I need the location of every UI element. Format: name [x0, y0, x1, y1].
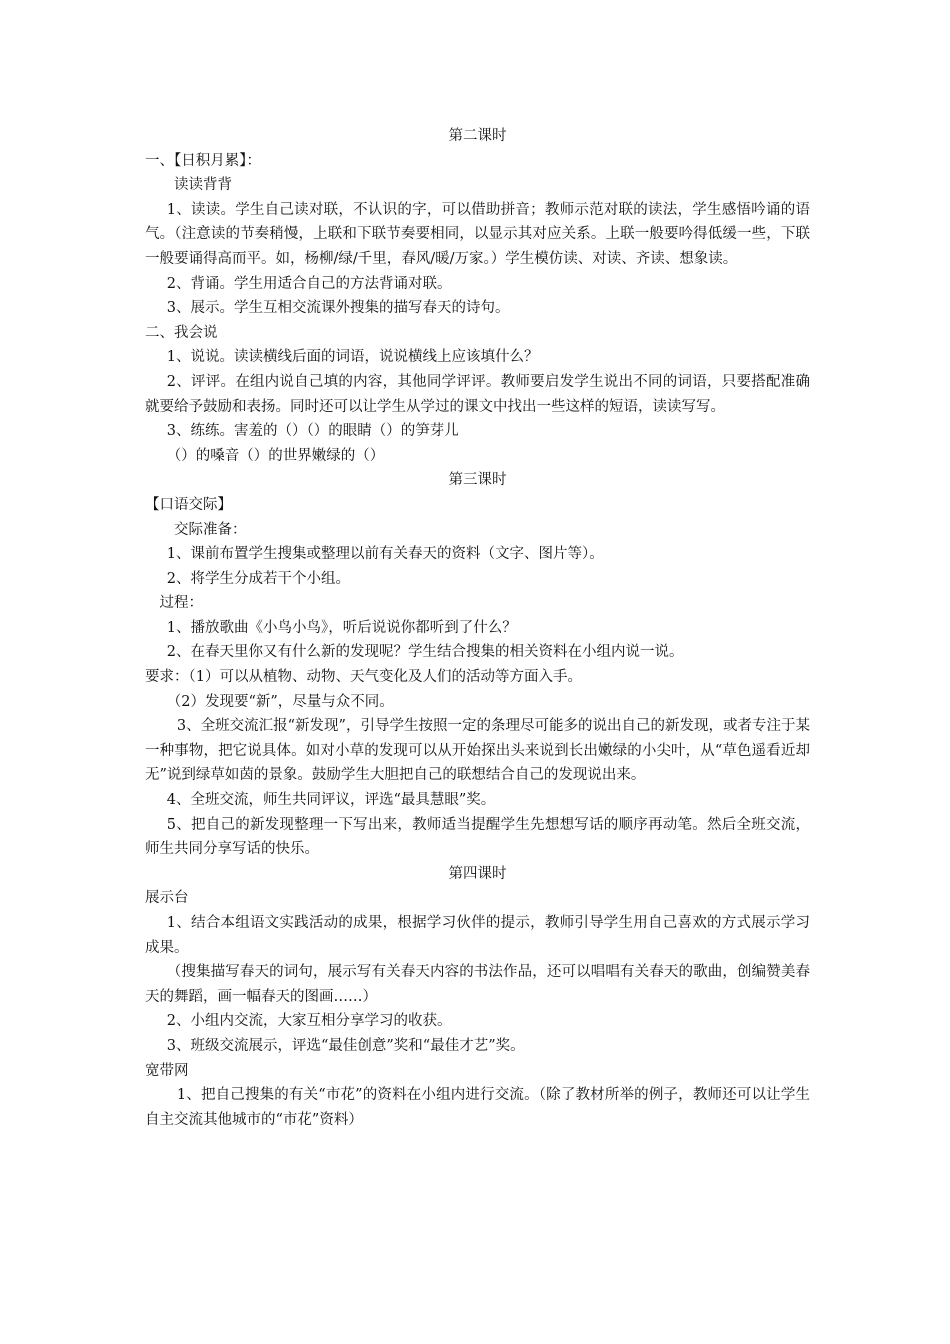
paragraph: 二、我会说 — [145, 324, 218, 341]
paragraph: 展示台 — [145, 890, 189, 907]
paragraph: 1、说说。读读横线后面的词语，说说横线上应该填什么？ — [166, 349, 539, 366]
paragraph: 【口语交际】 — [145, 496, 232, 513]
paragraph: 3、练练。害羞的（）（）的眼睛（）的笋芽儿 — [166, 423, 459, 440]
paragraph: 2、小组内交流，大家互相分享学习的收获。 — [166, 1013, 452, 1030]
section-heading: 第三课时 — [448, 472, 507, 489]
section-heading: 第四课时 — [448, 865, 507, 882]
paragraph: 5、把自己的新发现整理一下写出来，教师适当提醒学生先想想写话的顺序再动笔。然后全班交流，师生共同分享写话的快乐。 — [145, 816, 810, 858]
paragraph: 1、把自己搜集的有关“市花”的资料在小组内进行交流。（除了教材所举的例子，教师还可以让学生自主交流其他城市的“市花”资料） — [145, 1087, 810, 1128]
paragraph: 过程： — [159, 595, 203, 612]
paragraph: 要求：（1）可以从植物、动物、天气变化及人们的活动等方面入手。 — [145, 669, 582, 686]
paragraph: 2、评评。在组内说自己填的内容，其他同学评评。教师要启发学生说出不同的词语，只要搭配准确就要给予鼓励和表扬。同时还可以让学生从学过的课文中找出一些这样的短语，读读写写。 — [145, 373, 810, 415]
paragraph: （搜集描写春天的词句，展示写有关春天内容的书法作品，还可以唱唱有关春天的歌曲，创编赞美春天的舞蹈，画一幅春天的图画……） — [145, 964, 810, 1005]
paragraph: 3、班级交流展示，评选“最佳创意”奖和“最佳才艺”奖。 — [166, 1037, 525, 1054]
paragraph: 1、播放歌曲《小鸟小鸟》，听后说说你都听到了什么？ — [166, 619, 517, 636]
paragraph: 3、全班交流汇报“新发现”，引导学生按照一定的条理尽可能多的说出自己的新发现，或者专注于某一种事物，把它说具体。如对小草的发现可以从开始探出头来说到长出嫩绿的小尖叶，从“草色遥看近却无”说到绿草如茵的景象。鼓励学生大胆把自己的联想结合自己的发现说出来。 — [145, 718, 810, 784]
paragraph: 读读背背 — [174, 177, 232, 194]
document-body — [145, 124, 810, 1132]
paragraph: 宽带网 — [145, 1062, 189, 1079]
paragraph: （2）发现要“新”，尽量与众不同。 — [166, 693, 394, 710]
section-heading: 第二课时 — [448, 128, 507, 144]
paragraph: 一、【日积月累】： — [145, 152, 261, 169]
paragraph: 3、展示。学生互相交流课外搜集的描写春天的诗句。 — [166, 300, 510, 317]
paragraph: 1、课前布置学生搜集或整理以前有关春天的资料（文字、图片等）。 — [166, 546, 604, 563]
paragraph: 交际准备： — [174, 521, 247, 538]
paragraph: 2、将学生分成若干个小组。 — [166, 570, 350, 587]
paragraph: 4、全班交流，师生共同评议，评选“最具慧眼”奖。 — [166, 792, 496, 809]
paragraph: 1、读读。学生自己读对联，不认识的字，可以借助拼音；教师示范对联的读法，学生感悟吟诵的语气。（注意读的节奏稍慢，上联和下联节奏要相同，以显示其对应关系。上联一般要吟得低缓一些，下联一般要诵得高而平。如，杨柳/绿/千里，春风/暖/万家。）学生模仿读、对读、齐读、想象读。 — [145, 201, 810, 267]
paragraph: 2、在春天里你又有什么新的发现呢？学生结合搜集的相关资料在小组内说一说。 — [166, 644, 684, 661]
paragraph: （）的嗓音（）的世界嫩绿的（） — [166, 447, 385, 464]
paragraph: 1、结合本组语文实践活动的成果，根据学习伙伴的提示，教师引导学生用自己喜欢的方式展示学习成果。 — [145, 915, 810, 956]
paragraph: 2、背诵。学生用适合自己的方法背诵对联。 — [166, 275, 452, 292]
